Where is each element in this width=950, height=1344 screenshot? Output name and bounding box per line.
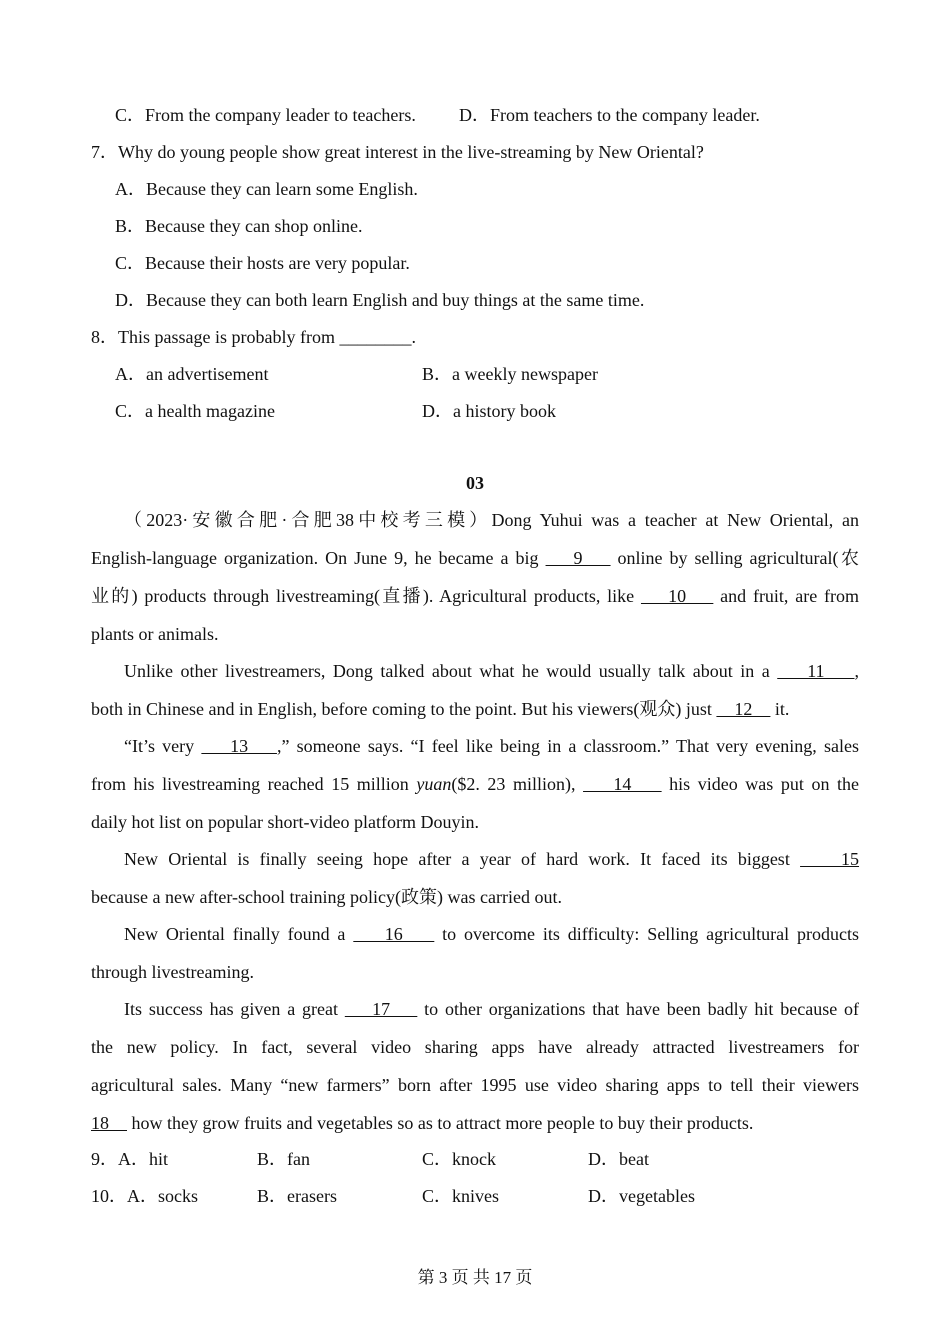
page-footer: 第 3 页 共 17 页	[417, 1268, 533, 1287]
blank-18: 18	[91, 1113, 127, 1133]
q7-stem: 7．Why do young people show great interest in the live-streaming by New Oriental?	[91, 142, 704, 162]
passage-p4-line1: New Oriental is finally seeing hope after a year of hard work. It faced its biggest 15	[124, 849, 860, 869]
q6-option-d: D．From teachers to the company leader.	[459, 105, 760, 125]
passage-p2-line1: Unlike other livestreamers, Dong talked about what he would usually talk about in a 11 ,	[124, 661, 859, 681]
blank-10: 10	[640, 586, 714, 606]
q9-option-a: 9．A．hit	[91, 1149, 169, 1169]
passage-p1-line3: 业的) products through livestreaming(直播). Agricultural products, like 10 and fruit, are from	[91, 586, 859, 606]
q8-option-b: B．a weekly newspaper	[422, 364, 598, 384]
passage-p6-line4: 18 how they grow fruits and vegetables so as to attract more people to buy their products.	[91, 1113, 754, 1133]
q10-option-a: 10．A．socks	[91, 1186, 198, 1206]
q9-option-d: D．beat	[588, 1149, 649, 1169]
passage-p1-line4: plants or animals.	[91, 624, 219, 644]
q10-option-d: D．vegetables	[588, 1186, 695, 1206]
blank-14: 14	[583, 774, 662, 794]
blank-12: 12	[716, 699, 771, 719]
q10-option-c: C．knives	[422, 1186, 500, 1206]
blank-16: 16	[353, 924, 435, 944]
passage-p5-line1: New Oriental finally found a 16 to overcome its difficulty: Selling agricultural products	[124, 924, 860, 944]
section-number: 03	[466, 473, 484, 493]
passage-p4-line2: because a new after-school training policy(政策) was carried out.	[91, 887, 562, 907]
blank-15: 15	[800, 849, 860, 869]
blank-13: 13	[201, 736, 277, 756]
q8-option-d: D．a history book	[422, 401, 556, 421]
q7-option-a: A．Because they can learn some English.	[115, 179, 418, 199]
passage-p2-line2: both in Chinese and in English, before coming to the point. But his viewers(观众) just 12 it.	[91, 699, 790, 719]
blank-9: 9	[545, 548, 611, 568]
passage-p1-line1: （2023·安徽合肥·合肥38中校考三模）Dong Yuhui was a teacher at New Oriental, an	[124, 510, 859, 530]
q7-option-c: C．Because their hosts are very popular.	[115, 253, 410, 273]
q7-option-b: B．Because they can shop online.	[115, 216, 363, 236]
q6-option-c: C．From the company leader to teachers.	[115, 105, 416, 125]
q8-option-c: C．a health magazine	[115, 401, 275, 421]
passage-p6-line2: the new policy. In fact, several video sharing apps have already attracted livestreamers for	[91, 1037, 859, 1057]
blank-11: 11	[777, 661, 855, 681]
q7-option-d: D．Because they can both learn English and buy things at the same time.	[115, 290, 645, 310]
passage-p6-line3: agricultural sales. Many “new farmers” born after 1995 use video sharing apps to tell their viewers	[91, 1075, 859, 1095]
passage-p3-line3: daily hot list on popular short-video platform Douyin.	[91, 812, 479, 832]
q8-option-a: A．an advertisement	[115, 364, 269, 384]
q9-option-b: B．fan	[257, 1149, 310, 1169]
q10-option-b: B．erasers	[257, 1186, 337, 1206]
passage-p6-line1: Its success has given a great 17 to other organizations that have been badly hit because of	[124, 999, 859, 1019]
passage-p3-line1: “It’s very 13 ,” someone says. “I feel like being in a classroom.” That very evening, sales	[124, 736, 859, 756]
passage-p5-line2: through livestreaming.	[91, 962, 254, 982]
blank-17: 17	[344, 999, 418, 1019]
q8-stem: 8．This passage is probably from ________.	[91, 327, 416, 347]
q9-option-c: C．knock	[422, 1149, 496, 1169]
passage-p1-line2: English-language organization. On June 9, he became a big 9 online by selling agricultural(农	[91, 548, 859, 568]
passage-p3-line2: from his livestreaming reached 15 million yuan($2. 23 million), 14 his video was put on the	[91, 774, 860, 794]
